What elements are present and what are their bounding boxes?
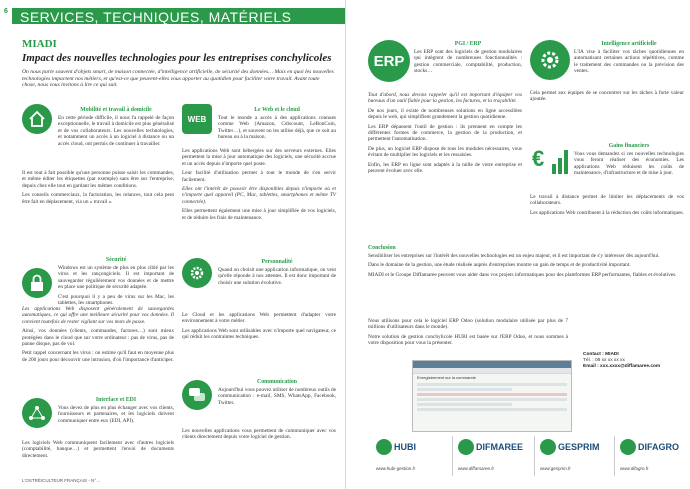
section-web-title: Le Web et le cloud xyxy=(254,107,300,113)
web-icon xyxy=(182,104,212,134)
col-pgi xyxy=(414,40,522,78)
contact-phone: Tél. : 06 xx xx xx xx xyxy=(583,358,625,363)
pgi-paragraph: Les ERP sont des logiciels de gestion modulaires qui intègrent de nombreuses fonctionnalités : gestion commerciale, comptabilité, production, stocks… xyxy=(414,49,522,75)
pgi-paragraph-italic: Tout d'abord, nous devons rappeler qu'il est important d'équiper vos bureaux d'un outil fiable pour la gestion, les factures, et la traçabilité. xyxy=(368,92,522,105)
logo-divider xyxy=(452,436,453,476)
securite-paragraph: Windows est un système de plus en plus ciblé par les virus et les rançongiciels. Il est important de sauvegarder régulièrement vos données et de mettre en place une politique de sécurité adaptée. xyxy=(58,265,174,291)
pgi-paragraph-5: Enfin, les ERP en ligne sont adaptés à la taille de votre entreprise et peuvent évoluer avec elle. xyxy=(368,161,522,175)
screenshot-row xyxy=(417,408,567,411)
page-footer: L'OSTRÉICULTEUR FRANÇAIS - N°… xyxy=(22,478,101,483)
conclusion-paragraph-3: MIADI et le Groupe Diffamaree peuvent vous aider dans vos projets informatiques pour des plateformes ERP performantes, fiables et évolutives. xyxy=(368,271,677,278)
logo-name: DIFAGRO xyxy=(638,442,680,452)
logo-url[interactable]: www.hubi-gestion.fr xyxy=(376,466,416,471)
communication-paragraph: Aujourd'hui vous pouvez utiliser de nombreux outils de communication : e-mail, SMS, WhatsApp, Facebook, Twitter. xyxy=(218,387,336,406)
conclusion-paragraph-2: Dans le domaine de la gestion, une étude réalisée auprès d'entreprises montre un gain de temps et de productivité important. xyxy=(368,262,631,269)
col-conclusion xyxy=(368,244,684,281)
logo-hubi xyxy=(376,434,454,478)
screenshot-row xyxy=(417,388,512,391)
col-interface xyxy=(58,396,174,427)
gains-paragraph-2: Le travail à distance permet de limiter les déplacements de vos collaborateurs. xyxy=(530,194,684,207)
gains-paragraph: Vous vous demandez si ces nouvelles technologies vous feront réaliser des économies. Les applications Web réduisent les coûts de maintenance, d'infrastructure et de mise à jour. xyxy=(574,151,684,177)
page-header xyxy=(0,6,345,25)
pgi-paragraph-4: De plus, un logiciel ERP dispose de tous les modules nécessaires, vous évitant de multiplier les logiciels et les ressaisies. xyxy=(368,145,522,159)
pgi-paragraph-2: De nos jours, il existe de nombreuses solutions en ligne accessibles depuis le web, qui simplifient grandement la gestion quotidienne. xyxy=(368,107,522,121)
partner-logos xyxy=(376,434,686,478)
personnalite-paragraph-2: Le Cloud et les applications Web permettent d'adapter votre environnement à votre métier. xyxy=(182,312,336,325)
col-conclusion-2 xyxy=(368,318,568,350)
conclusion-paragraph-4: Nous utilisons pour cela le logiciel ERP Odoo (solution modulaire utilisée par plus de 7 millions d'utilisateurs dans le monde). xyxy=(368,318,568,331)
section-interface-title: Interface et EDI xyxy=(95,397,137,403)
col-personnalite xyxy=(218,258,336,289)
section-title: SERVICES, TECHNIQUES, MATÉRIELS xyxy=(20,9,292,25)
logo-difmaree xyxy=(458,434,536,478)
logo-name: GESPRIM xyxy=(558,442,600,452)
logo-difagro xyxy=(620,434,684,478)
logo-name: HUBI xyxy=(394,442,416,452)
pgi-paragraph-3: Les ERP dépassent l'outil de gestion : ils prennent en compte les différentes formes de commerce, la gestion de la production, et permettent l'automatisation. xyxy=(368,123,522,143)
section-mobilite-title: Mobilité et travail à domicile xyxy=(80,107,152,113)
contact-email: Email : xxx.xxxx@diffamaree.com xyxy=(583,364,661,369)
section-banner xyxy=(12,8,345,24)
col-gains xyxy=(574,142,684,180)
logo-gesprim xyxy=(540,434,618,478)
col-mobilite-2 xyxy=(22,170,174,208)
securite-paragraph-2: C'est pourquoi il y a peu de virus sur les Mac, les tablettes, les smartphones. xyxy=(58,293,174,307)
interface-paragraph: Vous devez de plus en plus échanger avec vos clients, fournisseurs et partenaires, et les logiciels doivent communiquer entre eux (EDI, API). xyxy=(58,405,174,424)
article-lead: On nous parle souvent d'objets smart, de maison connectée, d'intelligence artificielle, de sécurité des données… Mais en quoi les nouvelles technologies impactent nos métiers, et qu'est-ce que peuvent-elles vous apporter au quotidien pour faciliter votre travail. Avant toute chose, nous vous invitons à lire ce qui suit. xyxy=(22,69,334,89)
col-web xyxy=(218,106,336,144)
interface-paragraph-2: Les logiciels Web communiquent facilement avec d'autres logiciels (comptabilité, banque…) et permettent l'envoi de documents directement. xyxy=(22,440,174,459)
contact-label: Contact : MIADI xyxy=(583,352,619,357)
screenshot-row xyxy=(417,398,567,401)
page-number: 6 xyxy=(4,8,8,15)
difagro-logo-mark xyxy=(620,439,636,455)
col-interface-2 xyxy=(22,440,174,462)
ia-paragraph-2: Cela permet aux équipes de se concentrer sur les tâches à forte valeur ajoutée. xyxy=(530,90,684,103)
chat-icon xyxy=(182,380,212,410)
section-ia-title: Intelligence artificielle xyxy=(601,41,657,47)
web-paragraph-3: Leur facilité d'utilisation permet à tout le monde de s'en servir facilement. xyxy=(182,170,336,183)
network-icon xyxy=(22,398,52,428)
article-tag: MIADI xyxy=(22,38,57,50)
section-securite-title: Sécurité xyxy=(105,257,127,263)
securite-paragraph-4: Ainsi, vos données (clients, commandes, factures…) sont mieux protégées dans le cloud que sur votre ordinateur : pas de virus, pas de panne disque, pas de vol. xyxy=(22,328,174,348)
logo-url[interactable]: www.difagro.fr xyxy=(620,466,649,471)
col-ia-2 xyxy=(530,90,684,106)
padlock-icon xyxy=(22,268,52,298)
web-paragraph: Tout le monde a accès à des applications connues comme Web (Amazon, Cdiscount, LeBonCoin, Twitter…), et souvent on les utilise déjà, que ce soit au bureau ou à la maison. xyxy=(218,115,336,141)
gesprim-logo-mark xyxy=(540,439,556,455)
col-pgi-2 xyxy=(368,92,522,177)
communication-paragraph-2: Les nouvelles applications vous permettent de communiquer avec vos clients directement depuis votre logiciel de gestion. xyxy=(182,428,336,441)
securite-paragraph-5: Petit rappel concernant les virus : on estime qu'il faut en moyenne plus de 200 jours pour découvrir une intrusion, d'où l'importance d'anticiper. xyxy=(22,350,174,363)
cog-user-icon xyxy=(182,258,212,288)
personnalite-paragraph-3: Les applications Web sont utilisables avec n'importe quel navigateur, ce qui réduit les contraintes techniques. xyxy=(182,327,336,341)
gear-icon xyxy=(530,40,570,80)
contact-block xyxy=(583,352,683,370)
web-icon-label: WEB xyxy=(187,114,207,124)
logo-divider xyxy=(534,436,535,476)
section-pgi-title: PGI / ERP xyxy=(454,41,482,47)
col-mobilite xyxy=(58,106,174,150)
col-communication xyxy=(218,378,336,409)
svg-text:€: € xyxy=(532,146,545,171)
screenshot-window-title: Enregistrement sur la commande xyxy=(417,375,476,380)
screenshot-row xyxy=(417,403,512,406)
section-personnalite-title: Personnalité xyxy=(261,259,293,265)
conclusion-paragraph: Sensibiliser les entreprises sur l'intérêt des nouvelles technologies est un enjeu majeur, et il est important de s'y intéresser dès aujourd'hui. xyxy=(368,253,660,259)
erp-icon-label: ERP xyxy=(373,52,405,70)
web-paragraph-italic: Elles ont l'intérêt de pouvoir être disponibles depuis n'importe où et n'importe quel appareil (PC, Mac, tablettes, smartphones et même TV connectée). xyxy=(182,186,336,205)
col-ia xyxy=(574,40,684,78)
securite-paragraph-3: Les applications Web disposent généralement de sauvegardes automatiques, ce qui offre une meilleure sécurité pour vos données. Il convient toutefois de rester vigilant sur vos mots de passe. xyxy=(22,306,174,325)
conclusion-paragraph-5: Notre solution de gestion conchylicole HUBI est basée sur l'ERP Odoo, et nous sommes à votre disposition pour vous la présenter. xyxy=(368,333,568,347)
mobilite-paragraph: En cette période difficile, il nous l'a rappelé de façon exceptionnelle, le travail à domicile est plus généralisé et de vos collaborateurs. Les nouvelles technologies, et notamment un accès à un logiciel à distance ou un accès cloud, ont permis de continuer à travailler. xyxy=(58,115,174,147)
personnalite-paragraph: Quand on choisit une application informatique, on veut qu'elle réponde à nos attentes. Il est donc important de choisir une solution évolutive. xyxy=(218,267,336,286)
logo-name: DIFMAREE xyxy=(476,442,523,452)
col-personnalite-2 xyxy=(182,312,336,344)
web-paragraph-2: Les applications Web sont hébergées sur des serveurs externes. Elles permettent la mise à jour automatique des logiciels, une sécurité accrue et un accès depuis n'importe quel poste. xyxy=(182,148,336,167)
logo-url[interactable]: www.diffamaree.fr xyxy=(458,466,495,471)
euro-chart-icon xyxy=(530,140,570,178)
section-conclusion-title: Conclusion xyxy=(368,245,396,251)
gains-paragraph-3: Les applications Web contribuent à la réduction des coûts informatiques. xyxy=(530,209,684,216)
section-communication-title: Communication xyxy=(257,379,297,385)
screenshot-row xyxy=(417,383,567,386)
hubi-logo-mark xyxy=(376,439,392,455)
col-gains-2 xyxy=(530,194,684,219)
col-communication-2 xyxy=(182,428,336,444)
right-page xyxy=(345,0,690,489)
col-securite-2 xyxy=(22,306,174,366)
house-icon xyxy=(22,104,52,134)
logo-url[interactable]: www.gesprim.fr xyxy=(540,466,571,471)
screenshot-row xyxy=(417,393,567,396)
section-gains-title: Gains financiers xyxy=(608,143,650,149)
web-paragraph-4: Elles permettent également une mise à jour simplifiée de vos logiciels, et de réduire les frais de maintenance. xyxy=(182,208,336,221)
logo-divider xyxy=(614,436,615,476)
ia-paragraph: L'IA vise à faciliter vos tâches quotidiennes en automatisant certaines actions répétitives, comme le traitement des commandes ou la prévision des ventes. xyxy=(574,49,684,75)
article-title: Impact des nouvelles technologies pour les entreprises conchylicoles xyxy=(22,52,332,64)
col-web-2 xyxy=(182,148,336,224)
mobilite-paragraph-3: Les conseils commerciaux, la facturation, les relances, tout cela peut être fait en déplacement, via un « travail ». xyxy=(22,192,174,205)
erp-icon xyxy=(368,40,410,82)
software-screenshot xyxy=(412,360,572,432)
screenshot-titlebar xyxy=(413,361,571,368)
mobilite-paragraph-2: Il est tout à fait possible qu'une personne puisse saisir les commandes, et même éditer les étiquettes (par exemple) sans être sur l'entreprise, depuis chez elle tout en gardant les mêmes conditions. xyxy=(22,170,174,189)
difmaree-logo-mark xyxy=(458,439,474,455)
col-securite xyxy=(58,256,174,309)
